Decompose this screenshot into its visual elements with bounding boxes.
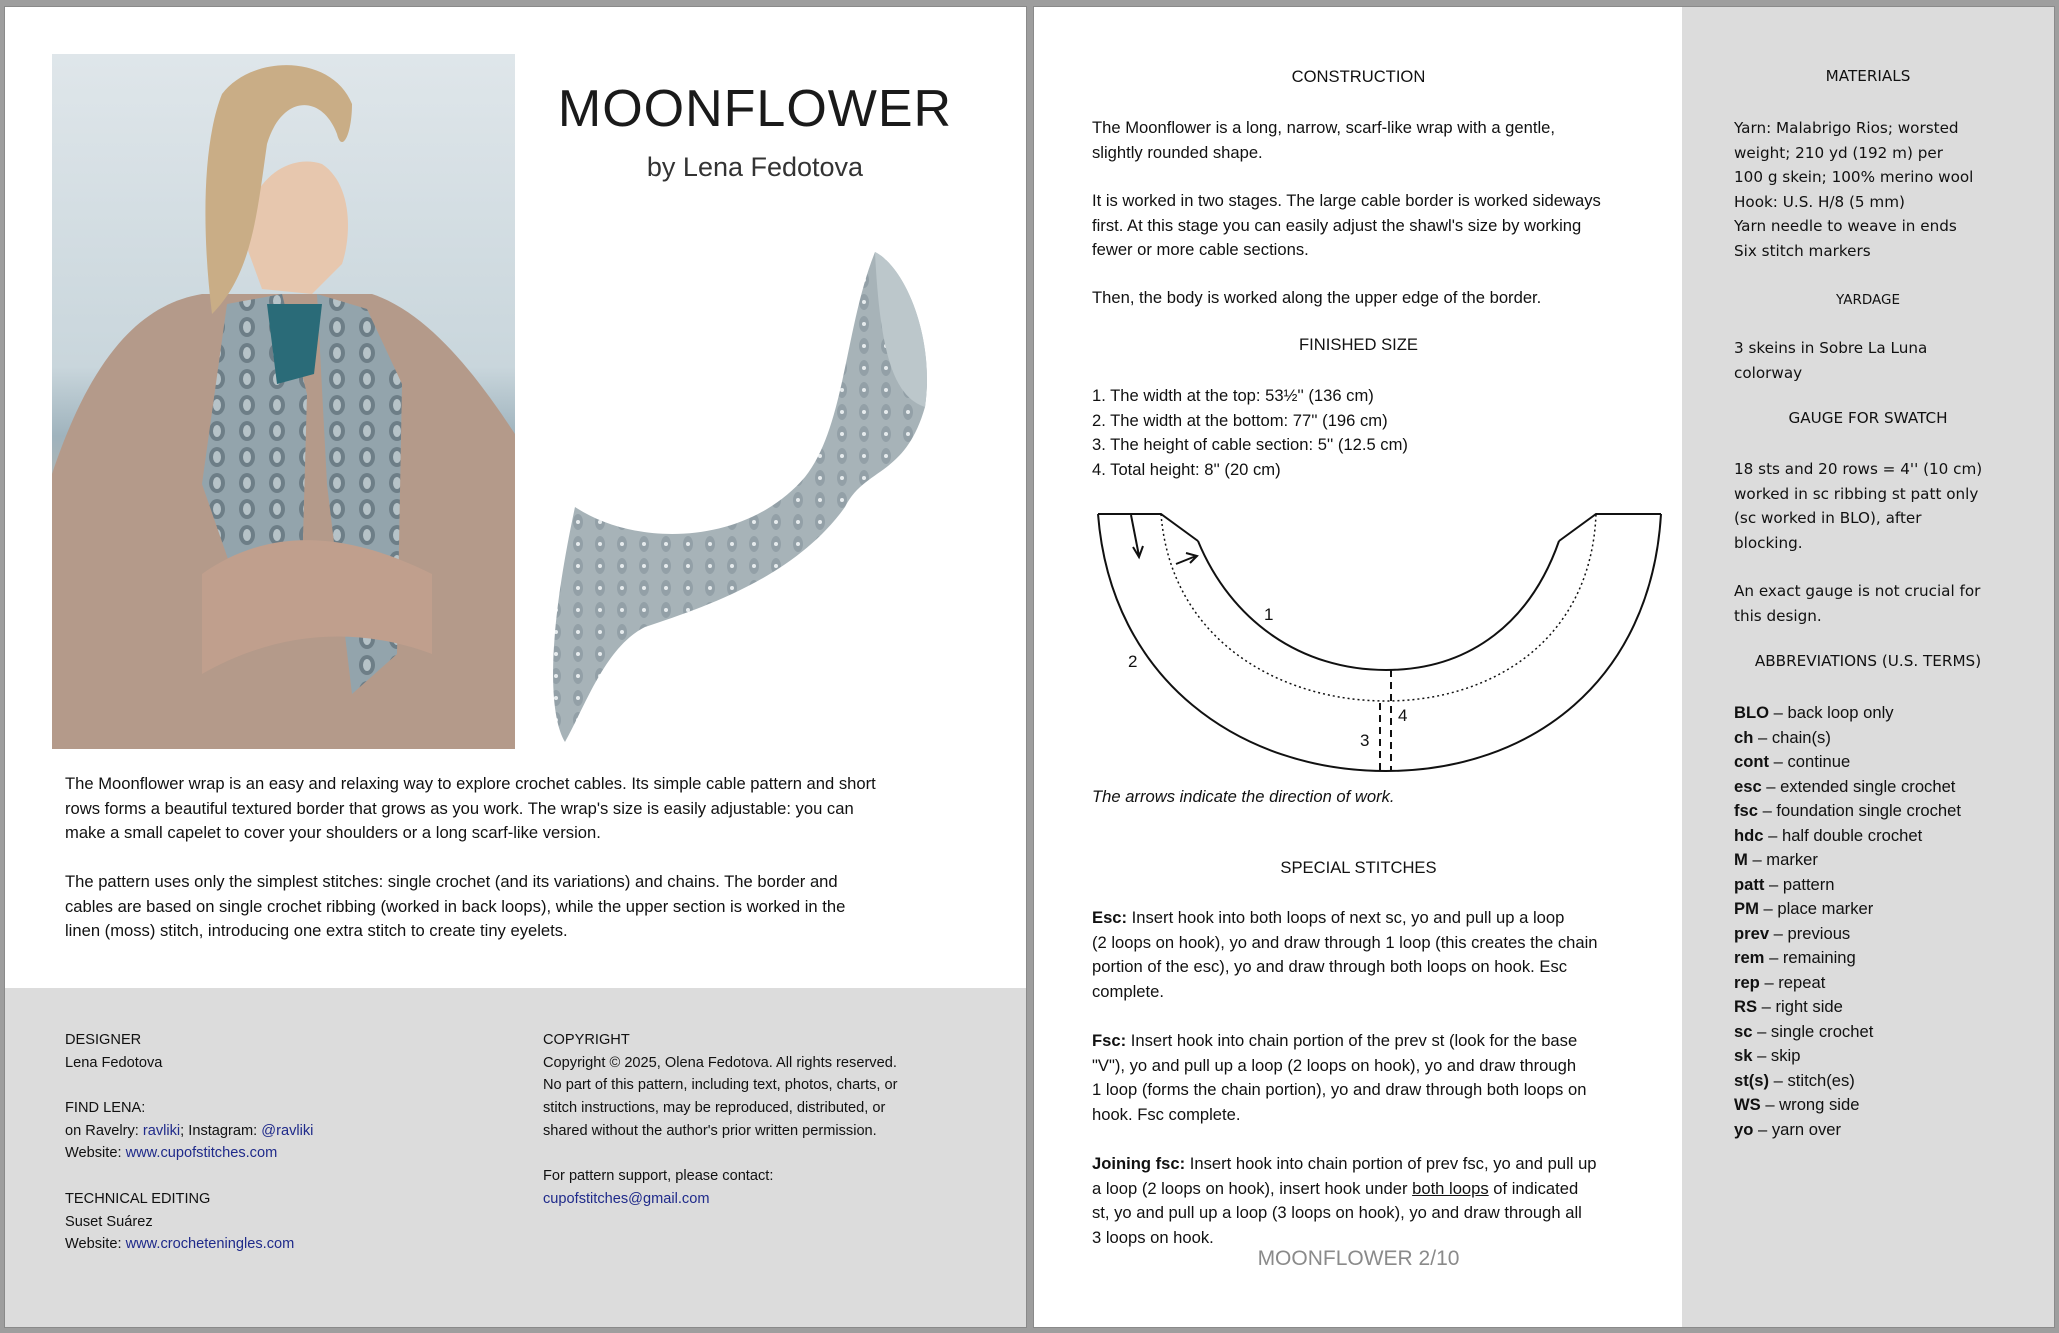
abbreviation-item <box>1734 848 1961 873</box>
special-stitches-heading: SPECIAL STITCHES <box>1280 858 1437 877</box>
abbreviation-item <box>1734 1020 1961 1045</box>
text-line: "V"), yo and pull up a loop (2 loops on hook), yo and draw through <box>1092 1055 1577 1075</box>
website-link[interactable]: www.cupofstitches.com <box>125 1145 278 1162</box>
model-photo <box>52 54 515 749</box>
shawl-photo <box>545 247 945 747</box>
copyright-text <box>543 1052 898 1143</box>
abbreviations-list <box>1734 701 1961 1142</box>
top-edge-right <box>1559 514 1661 541</box>
abbreviation-definition: – back loop only <box>1769 703 1894 722</box>
text-line: blocking. <box>1734 533 1803 552</box>
abbreviation-item <box>1734 799 1961 824</box>
diagram-label-2: 2 <box>1128 652 1138 671</box>
joining-fsc-definition <box>1092 1152 1597 1250</box>
tech-editor-name: Suset Suárez <box>65 1213 153 1230</box>
abbreviation-definition: – extended single crochet <box>1761 776 1956 796</box>
materials-list <box>1734 116 1973 263</box>
gauge-text <box>1734 457 1982 555</box>
abbreviation-definition: – foundation single crochet <box>1757 801 1961 820</box>
text-line: It is worked in two stages. The large cable border is worked sideways <box>1092 191 1601 210</box>
intro-paragraph-1 <box>65 772 876 846</box>
esc-definition <box>1092 906 1598 1004</box>
diagram-label-4: 4 <box>1398 706 1408 725</box>
pattern-title: MOONFLOWER <box>557 80 953 138</box>
abbreviation-item <box>1734 701 1961 726</box>
copyright-label: COPYRIGHT <box>543 1032 630 1048</box>
text-line: st, yo and pull up a loop (3 loops on hook), yo and draw through all <box>1092 1203 1582 1222</box>
abbreviation-item <box>1734 1044 1961 1069</box>
construction-heading: CONSTRUCTION <box>1291 67 1426 86</box>
abbreviation-item <box>1734 824 1961 849</box>
text-line: Yarn: Malabrigo Rios; worsted <box>1734 119 1959 137</box>
designer-section <box>65 1029 313 1256</box>
abbreviation-term: rep <box>1734 972 1760 992</box>
abbreviation-item <box>1734 971 1961 996</box>
text-line: An exact gauge is not crucial for <box>1734 582 1981 600</box>
arrow-icon <box>1176 553 1197 564</box>
finished-size-heading: FINISHED SIZE <box>1299 335 1418 354</box>
designer-name: Lena Fedotova <box>65 1054 163 1071</box>
text-line: rows forms a beautiful textured border that grows as you work. The wrap's size is easily adjustable: you can <box>65 798 854 818</box>
ravelry-link[interactable]: ravliki <box>142 1122 181 1139</box>
pattern-page-2 <box>1033 6 2055 1328</box>
abbreviation-term: ch <box>1734 727 1754 747</box>
text-line: 100 g skein; 100% merino wool <box>1734 168 1974 186</box>
abbreviation-item <box>1734 1093 1961 1118</box>
fsc-term: Fsc: <box>1092 1031 1127 1050</box>
abbreviation-item <box>1734 775 1961 800</box>
abbreviation-item <box>1734 873 1961 898</box>
joining-fsc-text: Insert hook into chain portion of prev fsc, yo and pull up <box>1185 1154 1597 1173</box>
abbreviation-definition: – single crochet <box>1752 1021 1874 1041</box>
abbreviation-definition: – previous <box>1769 923 1851 943</box>
abbreviations-heading: ABBREVIATIONS (U.S. TERMS) <box>1754 652 1982 670</box>
abbreviation-definition: – continue <box>1769 752 1851 771</box>
fsc-definition <box>1092 1029 1586 1127</box>
abbreviation-item <box>1734 946 1961 971</box>
abbreviation-term: prev <box>1734 923 1770 943</box>
materials-heading: MATERIALS <box>1825 67 1911 85</box>
text-line: hook. Fsc complete. <box>1092 1104 1241 1124</box>
abbreviation-definition: – half double crochet <box>1763 825 1923 845</box>
abbreviation-item <box>1734 897 1961 922</box>
tech-editing-label: TECHNICAL EDITING <box>65 1190 211 1207</box>
esc-lines <box>1092 931 1598 1005</box>
credits-footer <box>5 988 1027 1328</box>
pattern-byline: by Lena Fedotova <box>646 152 864 182</box>
joining-lines <box>1092 1201 1597 1250</box>
text-line: The Moonflower wrap is an easy and relaxing way to explore crochet cables. Its simple cable pattern and short <box>65 774 876 793</box>
abbreviation-definition: – stitch(es) <box>1769 1070 1855 1090</box>
text-line: cables are based on single crochet ribbing (worked in back loops), while the upper section is worked in the <box>65 896 846 916</box>
text-line: (sc worked in BLO), after <box>1734 509 1922 527</box>
text-line: shared without the author's prior written permission. <box>543 1122 877 1139</box>
text-line: slightly rounded shape. <box>1092 142 1263 162</box>
yardage-heading: YARDAGE <box>1836 292 1900 308</box>
text-line: (2 loops on hook), yo and draw through 1 loop (this creates the chain <box>1092 932 1598 952</box>
text-line: portion of the esc), yo and draw through both loops on hook. Esc <box>1092 957 1568 976</box>
abbreviation-definition: – chain(s) <box>1753 727 1831 747</box>
abbreviation-term: sc <box>1734 1021 1753 1041</box>
abbreviation-item <box>1734 995 1961 1020</box>
text-line: Yarn needle to weave in ends <box>1734 217 1957 235</box>
abbreviation-term: patt <box>1734 874 1765 894</box>
esc-term: Esc: <box>1092 908 1128 927</box>
abbreviation-definition: – pattern <box>1764 874 1835 894</box>
gauge-heading: GAUGE FOR SWATCH <box>1788 409 1948 427</box>
materials-sidebar <box>1682 7 2055 1328</box>
joining-line-2: a loop (2 loops on hook), insert hook under <box>1092 1178 1413 1198</box>
abbreviation-item <box>1734 1069 1961 1094</box>
text-line: 3 loops on hook. <box>1092 1227 1214 1247</box>
text-line: make a small capelet to cover your shoulders or a long scarf-like version. <box>65 823 601 842</box>
text-line: 4. Total height: 8'' (20 cm) <box>1092 459 1281 479</box>
abbreviation-term: WS <box>1734 1095 1761 1114</box>
designer-label: DESIGNER <box>65 1032 142 1048</box>
text-line: linen (moss) stitch, introducing one extra stitch to create tiny eyelets. <box>65 921 568 940</box>
support-email-link[interactable]: cupofstitches@gmail.com <box>543 1190 710 1207</box>
diagram-label-3: 3 <box>1360 731 1370 750</box>
tech-website-prefix: Website: <box>65 1236 126 1253</box>
inner-edge <box>1198 541 1559 670</box>
text-line: 2. The width at the bottom: 77'' (196 cm) <box>1092 410 1388 430</box>
text-line: Then, the body is worked along the upper edge of the border. <box>1092 288 1542 307</box>
text-line: fewer or more cable sections. <box>1092 240 1309 259</box>
abbreviation-definition: – remaining <box>1764 948 1856 967</box>
abbreviation-term: st(s) <box>1734 1070 1770 1090</box>
both-loops-underlined: both loops <box>1412 1178 1489 1198</box>
abbreviation-definition: – right side <box>1757 997 1843 1016</box>
text-line: weight; 210 yd (192 m) per <box>1734 143 1943 162</box>
esc-text: Insert hook into both loops of next sc, yo and pull up a loop <box>1127 908 1565 927</box>
website-prefix: Website: <box>65 1145 126 1162</box>
abbreviation-term: esc <box>1734 776 1762 796</box>
text-line: Six stitch markers <box>1734 241 1871 260</box>
page-number-footer: MOONFLOWER 2/10 <box>1257 1247 1460 1270</box>
instagram-prefix: ; Instagram: <box>180 1122 262 1139</box>
abbreviation-definition: – place marker <box>1758 899 1874 918</box>
abbreviation-definition: – skip <box>1752 1046 1801 1065</box>
copyright-section <box>543 1029 898 1211</box>
text-line: complete. <box>1092 981 1164 1001</box>
border-seam-dotted <box>1161 514 1596 701</box>
abbreviation-definition: – marker <box>1747 850 1818 869</box>
text-line: stitch instructions, may be reproduced, distributed, or <box>543 1100 886 1117</box>
abbreviation-term: cont <box>1734 752 1770 771</box>
abbreviation-term: BLO <box>1734 703 1770 722</box>
abbreviation-term: yo <box>1734 1119 1754 1139</box>
joining-line-2-end: of indicated <box>1488 1178 1579 1198</box>
abbreviation-term: RS <box>1734 997 1758 1016</box>
fsc-text: Insert hook into chain portion of the prev st (look for the base <box>1126 1031 1578 1050</box>
abbreviation-term: hdc <box>1734 825 1764 845</box>
abbreviation-term: fsc <box>1734 801 1758 820</box>
text-line: The pattern uses only the simplest stitches: single crochet (and its variations) and chains. The border and <box>65 872 838 891</box>
abbreviation-item <box>1734 1118 1961 1143</box>
text-line: worked in sc ribbing st patt only <box>1734 484 1979 503</box>
abbreviation-item <box>1734 922 1961 947</box>
abbreviation-term: sk <box>1734 1046 1753 1065</box>
abbreviation-definition: – wrong side <box>1760 1095 1860 1114</box>
instagram-link[interactable]: @ravliki <box>261 1122 314 1139</box>
abbreviation-item <box>1734 750 1961 775</box>
text-line: Hook: U.S. H/8 (5 mm) <box>1734 192 1905 211</box>
abbreviation-term: rem <box>1734 948 1765 967</box>
intro-paragraph-2 <box>65 870 845 944</box>
tech-website-link[interactable]: www.crocheteningles.com <box>125 1236 295 1253</box>
text-line: this design. <box>1734 606 1822 625</box>
text-line: 1 loop (forms the chain portion), yo and draw through both loops on <box>1092 1080 1587 1099</box>
text-line: 3. The height of cable section: 5'' (12.5 cm) <box>1092 435 1408 454</box>
arrow-icon <box>1131 515 1143 557</box>
text-line: colorway <box>1734 363 1803 382</box>
abbreviation-term: M <box>1734 850 1748 869</box>
joining-fsc-term: Joining fsc: <box>1092 1154 1186 1173</box>
text-line: Copyright © 2025, Olena Fedotova. All rights reserved. <box>543 1054 897 1071</box>
pattern-page-1 <box>4 6 1027 1328</box>
text-line: No part of this pattern, including text, photos, charts, or <box>543 1077 898 1094</box>
ravelry-prefix: on Ravelry: <box>65 1122 143 1139</box>
top-edge-left <box>1098 514 1198 541</box>
diagram-caption: The arrows indicate the direction of work. <box>1092 787 1395 806</box>
gauge-note <box>1734 579 1980 628</box>
abbreviation-definition: – yarn over <box>1753 1119 1841 1139</box>
yardage-text <box>1734 336 1927 385</box>
support-text: For pattern support, please contact: <box>543 1168 774 1185</box>
find-label: FIND LENA: <box>65 1100 146 1117</box>
abbreviation-definition: – repeat <box>1759 972 1826 992</box>
text-line: 1. The width at the top: 53½'' (136 cm) <box>1092 386 1374 405</box>
text-line: 18 sts and 20 rows = 4'' (10 cm) <box>1734 460 1983 478</box>
diagram-label-1: 1 <box>1264 605 1274 624</box>
text-line: The Moonflower is a long, narrow, scarf-like wrap with a gentle, <box>1092 118 1555 137</box>
text-line: 3 skeins in Sobre La Luna <box>1734 339 1928 357</box>
abbreviation-item <box>1734 726 1961 751</box>
fsc-lines <box>1092 1054 1586 1128</box>
abbreviation-term: PM <box>1734 899 1759 918</box>
text-line: first. At this stage you can easily adjust the shawl's size by working <box>1092 215 1582 235</box>
